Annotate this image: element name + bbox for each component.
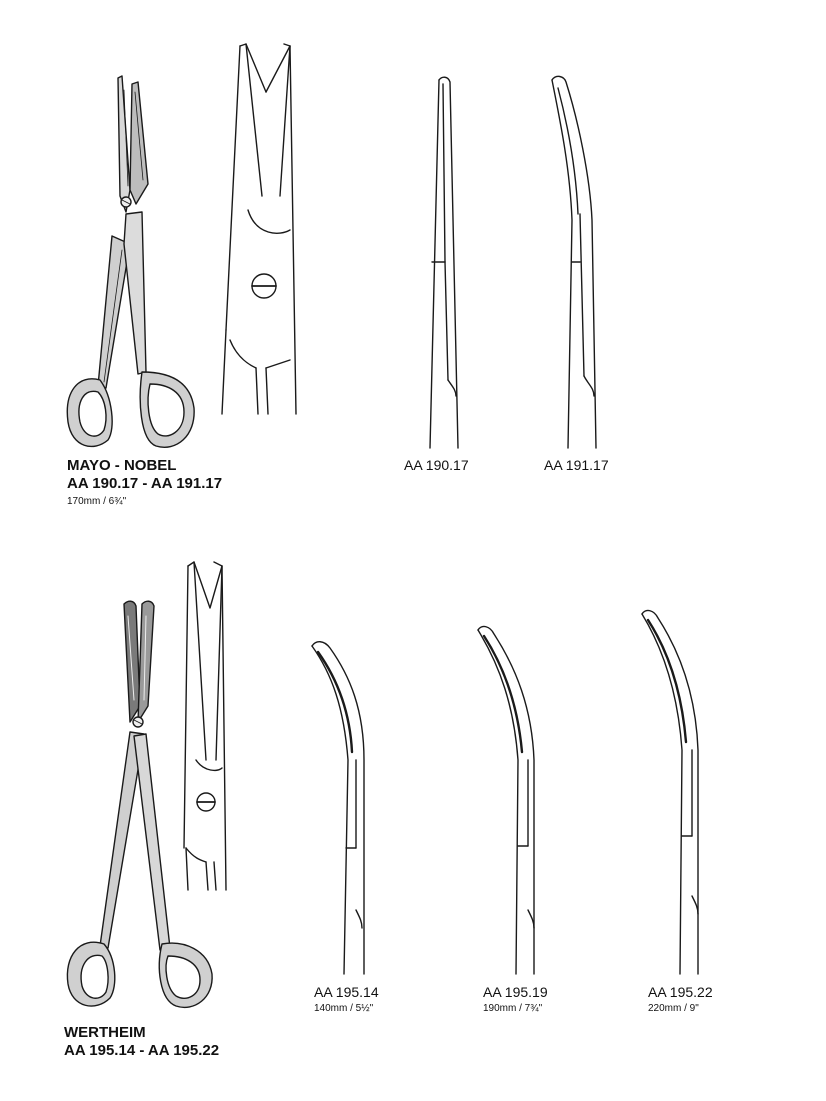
wertheim-scissors-drawing [67,601,212,1007]
aa-190-17-blade-drawing [430,77,458,448]
wertheim-title: WERTHEIM [64,1024,146,1041]
variant-size-aa-195-14: 140mm / 5½" [314,1003,374,1014]
variant-code-aa-195-22: AA 195.22 [648,984,713,1000]
variant-code-aa-191-17: AA 191.17 [544,457,609,473]
variant-size-aa-195-22: 220mm / 9" [648,1003,699,1014]
aa-191-17-blade-drawing [552,76,596,448]
variant-code-aa-195-14: AA 195.14 [314,984,379,1000]
aa-195-19-blade-drawing [478,627,534,974]
mayo-nobel-range: AA 190.17 - AA 191.17 [67,475,223,492]
mayo-nobel-detail-drawing [222,44,296,414]
variant-size-aa-195-19: 190mm / 7¾" [483,1003,543,1014]
variant-code-aa-190-17: AA 190.17 [404,457,469,473]
mayo-nobel-scissors-drawing [67,76,194,447]
wertheim-detail-drawing [184,562,226,890]
aa-195-14-blade-drawing [312,642,364,974]
wertheim-range: AA 195.14 - AA 195.22 [64,1042,220,1059]
aa-195-22-blade-drawing [642,611,698,974]
mayo-nobel-title: MAYO - NOBEL [67,457,177,474]
mayo-nobel-size: 170mm / 6¾" [67,496,127,507]
variant-code-aa-195-19: AA 195.19 [483,984,548,1000]
